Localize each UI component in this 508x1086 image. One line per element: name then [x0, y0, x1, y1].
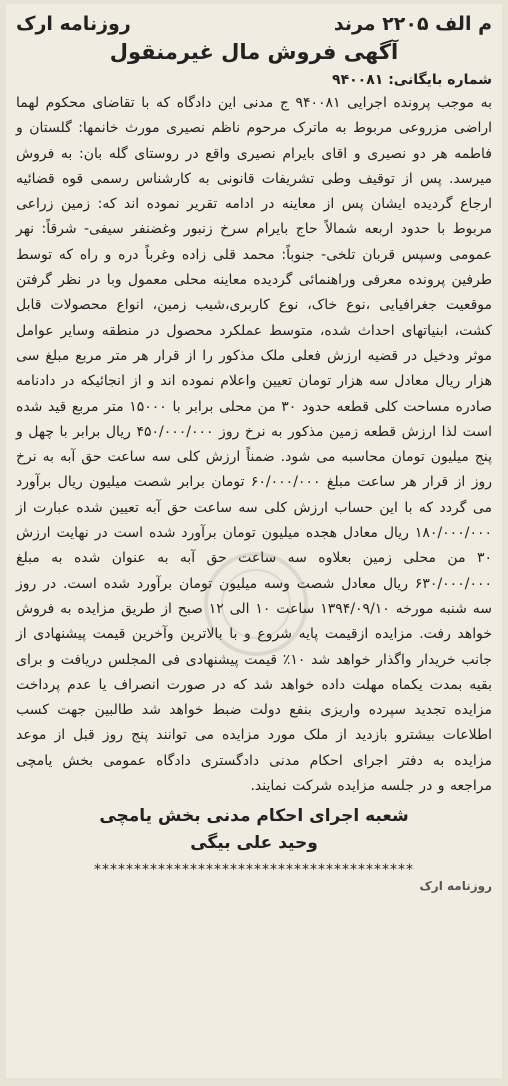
signature-office: شعبه اجرای احکام مدنی بخش یامچی	[99, 806, 409, 827]
separator-line: ****************************************	[94, 862, 414, 879]
archive-number: شماره بایگانی: ۹۴۰۰۸۱	[332, 72, 492, 88]
reference-number: م الف ۲۲۰۵ مرند	[333, 13, 492, 35]
signature-block	[16, 803, 492, 857]
notice-title: آگهی فروش مال غیرمنقول	[109, 40, 399, 64]
next-notice-fragment: روزنامه ارک	[419, 879, 492, 894]
notice-body: به موجب پرونده اجرایی ۹۴۰۰۸۱ ج مدنی این دادگاه که با تقاضای محکوم لهما اراضی مزروعی مربوط به ماترک مرحوم ناظم نصیری مورث خانمها: گلستان و فاطمه هر دو نصیری و اقای بایرام نصیری واقع در روستای گله بان: به فروش میرسد. پس از توقیف وطی تشریفات قانونی به کارشناس رسمی قوه قضائیه ارجاع گردیده ایشان پس از معاینه در ادامه تقریر نموده اند که: زمین زراعی مربوط با حدود اربعه شمالاً حاج بایرام سرخ زنبور وغضنفر سیفی- شرقاً: نهر عمومی وسپس قربان تلخی- جنوباً: محمد قلی زاده وغرباً دره و راه که توسط طرفین پرونده معرفی وراهنمائی گردیده معاینه محلی معمول وبا در نظر گرفتن موقعیت جغرافیایی ،نوع خاک، نوع کاربری،شیب زمین، انواع محصولات قابل کشت، ابنیاتهای احداث شده، متوسط عملکرد محصول در منطقه وسایر عوامل موثر ودخیل در قضیه ارزش فعلی ملک مذکور را از قرار هر متر مربع مبلغ سی هزار ریال معادل سه هزار تومان تعیین واعلام نموده اند و از انجائیکه در دادنامه صادره مساحت کلی قطعه حدود ۳۰ من محلی برابر با ۱۵۰۰۰ متر مربع قید شده است لذا ارزش قطعه زمین مذکور به نرخ روز ۴۵۰/۰۰۰/۰۰۰ ریال برابر با چهل و پنج میلیون تومان محاسبه می شود. ضمناً ارزش کلی سه ساعت حق آبه به نرخ روز از قرار هر ساعت مبلغ ۶۰/۰۰۰/۰۰۰ تومان برابر شصت میلیون ریال برآورد می گردد که با این حساب ارزش کلی سه ساعت حق آبه تعیین شده عبارت از ۱۸۰/۰۰۰/۰۰۰ ریال معادل هجده میلیون تومان برآورد شده است در نهایت ارزش ۳۰ من محلی زمین بعلاوه سه ساعت حق آبه به عنوان شده به مبلغ ۶۳۰/۰۰۰/۰۰۰ ریال معادل شصت وسه میلیون تومان برآورد شده است. در روز سه شنبه مورخه ۱۳۹۴/۰۹/۱۰ ساعت ۱۰ الی ۱۲ صبح از طریق مزایده به فروش خواهد رفت. مزایده ازقیمت پایه شروع و با بالاترین وآخرین قیمت پیشنهادی از جانب خریدار واگذار خواهد شد ۱۰٪ قیمت پیشنهادی فی المجلس دریافت و برای بقیه بمدت یکماه مهلت داده خواهد شد که در صورت انصراف یا عدم پرداخت مزایده تجدید سپرده واریزی بنفع دولت ضبط خواهد شد طالبین جهت کسب اطلاعات بیشترو بازدید از ملک مورد مزایده می توانند پنج روز قبل از موعد مزایده به دفتر اجرای احکام مدنی دادگستری دادگاه عمومی بخش یامچی مراجعه و در جلسه مزایده شرکت نمایند.	[16, 95, 492, 795]
newspaper-clipping	[6, 4, 502, 1078]
clipping-header	[16, 12, 492, 36]
signature-name: وحید علی بیگی	[190, 833, 318, 854]
newspaper-name: روزنامه ارک	[16, 13, 131, 35]
